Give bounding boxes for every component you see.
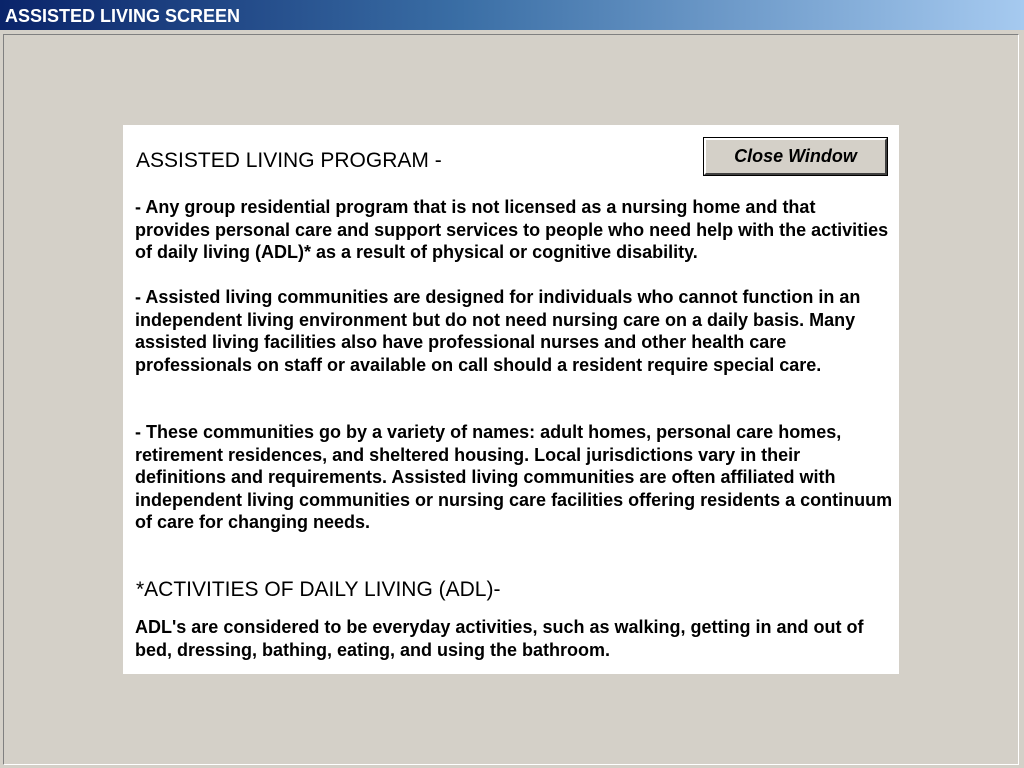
program-heading: ASSISTED LIVING PROGRAM - xyxy=(136,149,442,172)
window-title: ASSISTED LIVING SCREEN xyxy=(5,6,241,26)
adl-paragraph: ADL's are considered to be everyday activities, such as walking, getting in and out of bed, dressing, bathing, eating, and using the bathroom. xyxy=(135,617,864,660)
title-bar[interactable] xyxy=(0,0,1024,30)
design-paragraph: - Assisted living communities are designed for individuals who cannot function in an independent living environment but do not need nursing care on a daily basis. Many assisted living facilities also have professional nurses and other health care professionals on staff or available on call should a resident require special care. xyxy=(135,287,861,375)
info-panel xyxy=(123,125,899,674)
definition-paragraph: - Any group residential program that is not licensed as a nursing home and that provides personal care and support services to people who need help with the activities of daily living (ADL)* as a result of physical or cognitive disability. xyxy=(135,197,889,263)
close-window-button[interactable]: Close Window xyxy=(704,138,887,175)
names-paragraph: - These communities go by a variety of names: adult homes, personal care homes, retirement residences, and sheltered housing. Local jurisdictions vary in their definitions and requirements. Assisted living communities are often affiliated with independent living communities or nursing care facilities offering residents a continuum of care for changing needs. xyxy=(135,422,893,533)
adl-heading: *ACTIVITIES OF DAILY LIVING (ADL)- xyxy=(136,578,501,601)
